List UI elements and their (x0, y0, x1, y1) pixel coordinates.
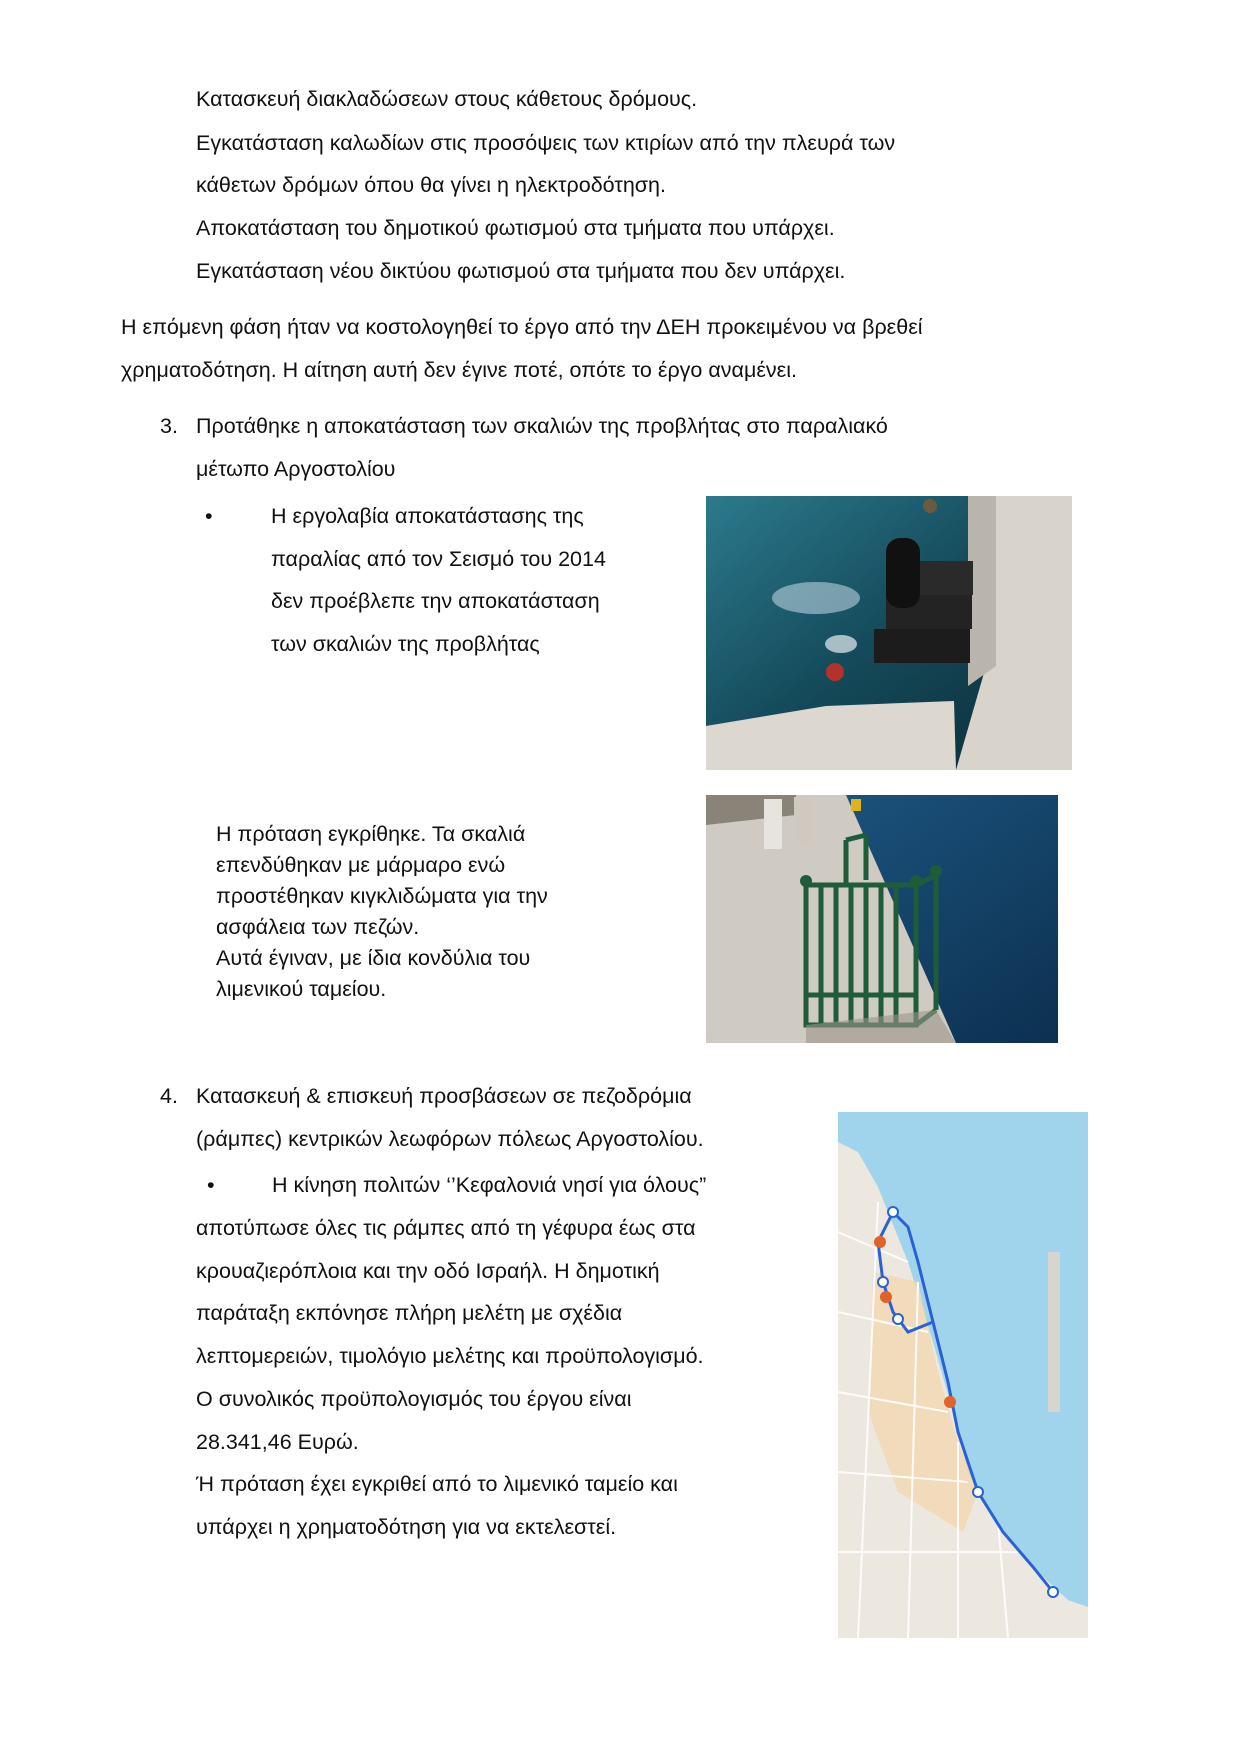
paragraph-line-2: χρηματοδότηση. Η αίτηση αυτή δεν έγινε ποτέ, οπότε το έργο αναμένει. (121, 358, 798, 382)
item-4-body-line-3: παράταξη εκπόνησε πλήρη μελέτη με σχέδια (196, 1301, 623, 1325)
item-3-result-line-1: Η πρόταση εγκρίθηκε. Τα σκαλιά (216, 822, 526, 846)
item-3-line-2: μέτωπο Αργοστολίου (196, 457, 396, 481)
intro-line-5: Εγκατάσταση νέου δικτύου φωτισμού στα τμήματα που δεν υπάρχει. (196, 259, 846, 283)
pier-steps-photo (706, 496, 1072, 770)
item-3-bullet-line-1: Η εργολαβία αποκατάστασης της (271, 504, 584, 528)
item-4-line-1: Κατασκευή & επισκευή προσβάσεων σε πεζοδρόμια (196, 1084, 692, 1108)
item-3-bullet: • (205, 504, 213, 528)
ramps-route-map (838, 1112, 1088, 1638)
item-3-result-line-2: επενδύθηκαν με μάρμαρο ενώ (216, 853, 506, 877)
item-4-line-2: (ράμπες) κεντρικών λεωφόρων πόλεως Αργοστολίου. (196, 1127, 704, 1151)
intro-line-4: Αποκατάσταση του δημοτικού φωτισμού στα τμήματα που υπάρχει. (196, 216, 835, 240)
item-4-body-line-8: υπάρχει η χρηματοδότηση για να εκτελεστεί. (196, 1515, 617, 1539)
intro-line-2: Εγκατάσταση καλωδίων στις προσόψεις των κτιρίων από την πλευρά των (196, 131, 896, 155)
item-4-body-line-7: Ή πρόταση έχει εγκριθεί από το λιμενικό ταμείο και (196, 1472, 678, 1496)
item-4-bullet: • (207, 1173, 215, 1197)
intro-line-3: κάθετων δρόμων όπου θα γίνει η ηλεκτροδότηση. (196, 173, 666, 197)
item-4-body-line-6: 28.341,46 Ευρώ. (196, 1430, 359, 1454)
item-3-result-line-5: Αυτά έγιναν, με ίδια κονδύλια του (216, 946, 531, 970)
item-4-bullet-first: Η κίνηση πολιτών ‘’Κεφαλονιά νησί για όλους” (272, 1173, 707, 1197)
pier-railing-photo (706, 795, 1058, 1043)
item-3-result-line-3: προστέθηκαν κιγκλιδώματα για την (216, 884, 548, 908)
item-3-result-line-6: λιμενικού ταμείου. (216, 977, 387, 1001)
item-4-body-line-1: αποτύπωσε όλες τις ράμπες από τη γέφυρα έως στα (196, 1216, 696, 1240)
item-3-line-1: Προτάθηκε η αποκατάσταση των σκαλιών της προβλήτας στο παραλιακό (196, 414, 888, 438)
intro-line-1: Κατασκευή διακλαδώσεων στους κάθετους δρόμους. (196, 87, 698, 111)
item-4-body-line-5: Ο συνολικός προϋπολογισμός του έργου είναι (196, 1387, 632, 1411)
item-3-bullet-line-3: δεν προέβλεπε την αποκατάσταση (271, 589, 600, 613)
item-4-body-line-4: λεπτομερειών, τιμολόγιο μελέτης και προϋπολογισμό. (196, 1344, 704, 1368)
paragraph-line-1: Η επόμενη φάση ήταν να κοστολογηθεί το έργο από την ΔΕΗ προκειμένου να βρεθεί (121, 315, 923, 339)
item-4-number: 4. (160, 1084, 178, 1108)
item-4-body-line-2: κρουαζιερόπλοια και την οδό Ισραήλ. Η δημοτική (196, 1259, 660, 1283)
item-3-number: 3. (160, 414, 178, 438)
item-3-result-line-4: ασφάλεια των πεζών. (216, 915, 420, 939)
item-3-bullet-line-2: παραλίας από τον Σεισμό του 2014 (271, 547, 606, 571)
item-3-bullet-line-4: των σκαλιών της προβλήτας (271, 632, 540, 656)
